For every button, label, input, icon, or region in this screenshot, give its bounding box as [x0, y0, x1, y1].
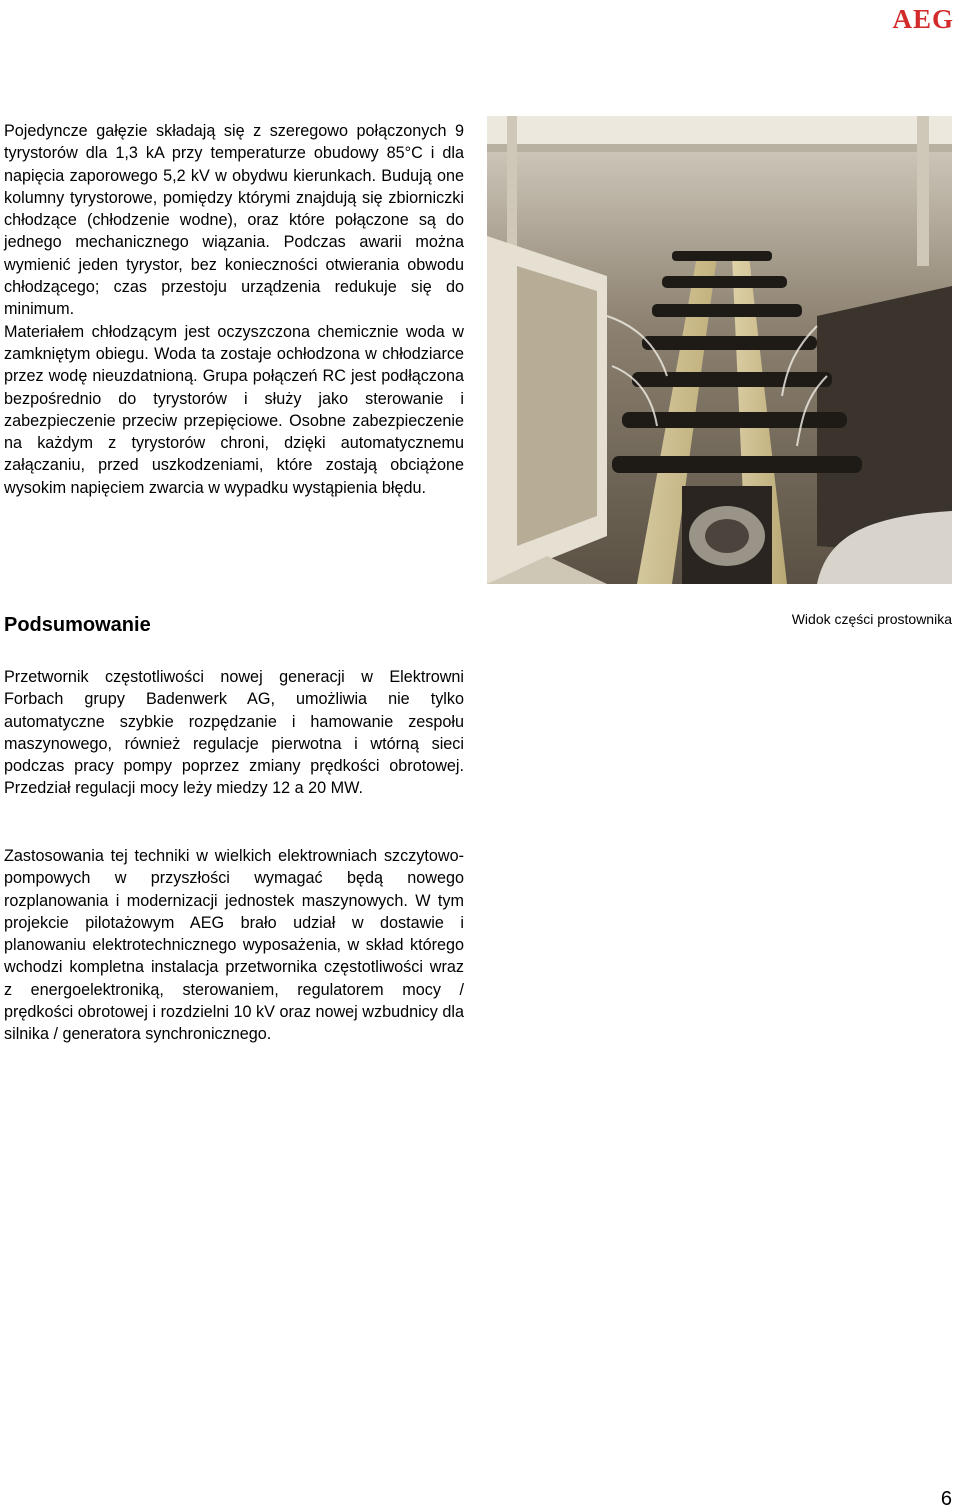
- body-block-1: [4, 120, 464, 499]
- rectifier-photo: [487, 116, 952, 584]
- figure-caption: Widok części prostownika: [791, 611, 952, 627]
- page-number: 6: [940, 1488, 952, 1510]
- paragraph-thyristors: Pojedyncze gałęzie składają się z szeregowo połączonych 9 tyrystorów dla 1,3 kA przy temperaturze obudowy 85°C i dla napięcia zaporowego 5,2 kV w obydwu kierunkach. Budują one kolumny tyrystorowe, pomiędzy którymi znajdują się zbiorniczki chłodzące (chłodzenie wodne), oraz które połączone są do jednego mechanicznego wiązania. Podczas awarii można wymienić jeden tyrystor, bez konieczności otwierania obwodu chłodzącego; czas przestoju urządzenia redukuje się do minimum.: [4, 122, 464, 319]
- rectifier-illustration: [487, 116, 952, 584]
- paragraph-cooling: Materiałem chłodzącym jest oczyszczona chemicznie woda w zamkniętym obiegu. Woda ta zostaje ochłodzona w chłodziarce przez wodę nieuzdatnioną. Grupa połączeń RC jest podłączona bezpośrednio do tyrystorów i służy jako sterowanie i zabezpieczenie przeciw przepięciowe. Osobne zabezpieczenie na każdym z tyrystorów chroni, dzięki automatycznemu załączaniu, przed uszkodzeniami, które zostają obciążone wysokim napięciem zwarcia w wypadku wystąpienia błędu.: [4, 322, 464, 497]
- paragraph-summary: [4, 666, 464, 800]
- paragraph-summary-text: Przetwornik częstotliwości nowej generacji w Elektrowni Forbach grupy Badenwerk AG, umożliwia nie tylko automatyczne szybkie rozpędzanie i hamowanie zespołu maszynowego, również regulacje pierwotna i wtórną sieci podczas pracy pompy poprzez zmiany prędkości obrotowej. Przedział regulacji mocy leży miedzy 12 a 20 MW.: [4, 668, 464, 798]
- section-heading: Podsumowanie: [4, 614, 151, 636]
- paragraph-applications-text: Zastosowania tej techniki w wielkich elektrowniach szczytowo-pompowych w przyszłości wymagać będą nowego rozplanowania i modernizacji jednostek maszynowych. W tym projekcie pilotażowym AEG brało udział w dostawie i planowaniu elektrotechnicznego wyposażenia, w skład którego wchodzi kompletna instalacja przetwornika częstotliwości wraz z energoelektroniką, sterowaniem, regulatorem mocy / prędkości obrotowej i rozdzielni 10 kV oraz nowej wzbudnicy dla silnika / generatora synchronicznego.: [4, 847, 464, 1044]
- aeg-logo: AEG: [892, 4, 954, 34]
- paragraph-applications: [4, 845, 464, 1046]
